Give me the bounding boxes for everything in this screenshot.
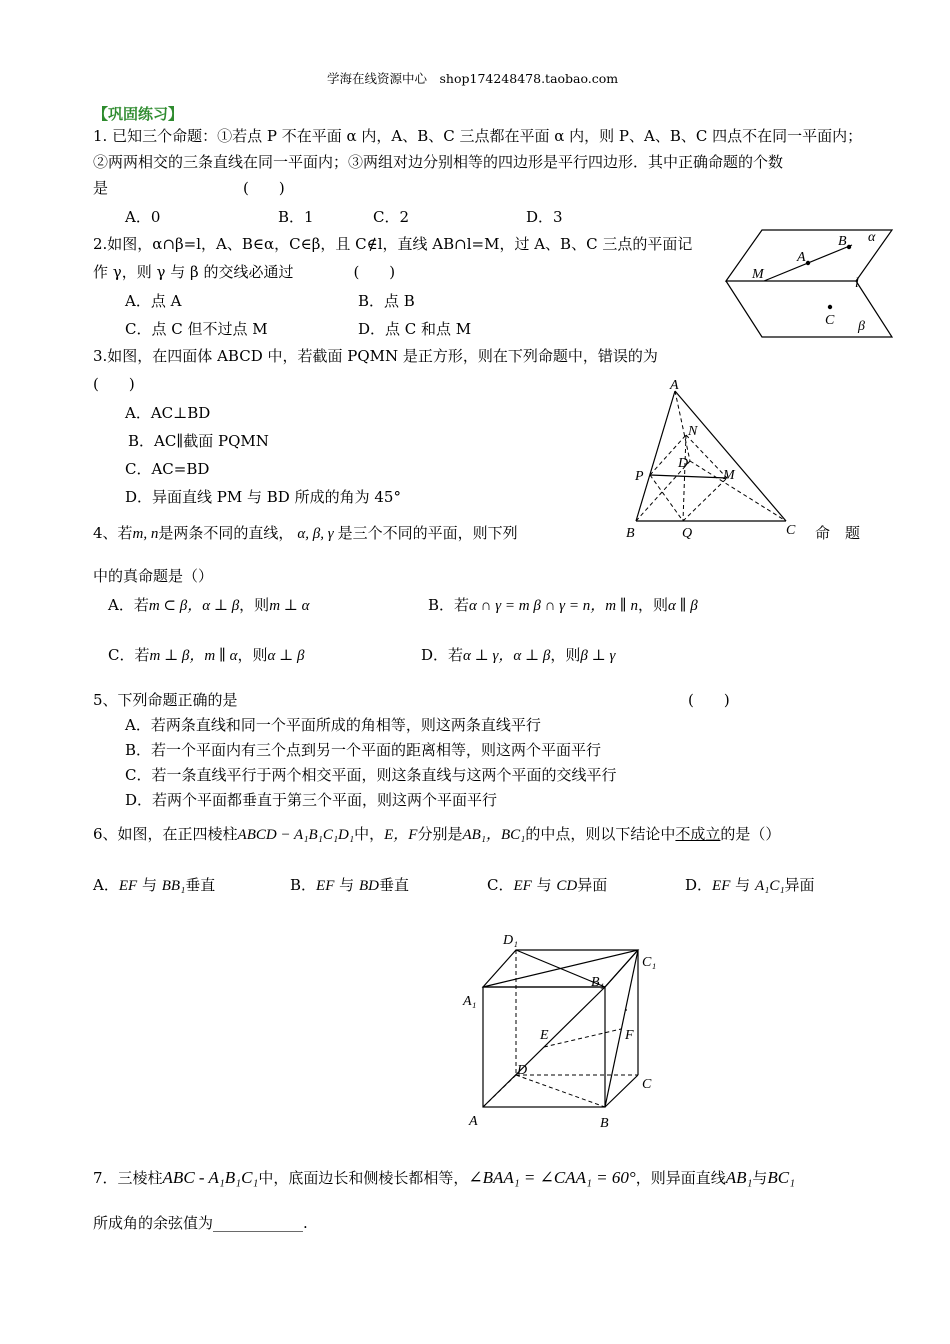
- q6-segments: AB₁，BC₁: [462, 827, 526, 843]
- q6-option-a-prefix: A．: [93, 876, 119, 894]
- q2-option-a: A．点 A: [125, 292, 182, 310]
- label-c: C: [825, 313, 835, 328]
- label-a: A: [670, 378, 679, 393]
- q4-intro: 4、若: [93, 524, 133, 542]
- q6-option-d-ef: EF: [712, 878, 731, 894]
- q6-option-c-target: CD: [556, 878, 578, 894]
- q6-points-ef: E，F: [384, 827, 418, 843]
- label-n: N: [688, 424, 698, 439]
- q6-option-c-ef: EF: [513, 878, 532, 894]
- q4-line1-end: 命 题: [815, 524, 861, 542]
- q7-line1: [93, 1167, 795, 1189]
- q2-option-b: B．点 B: [358, 292, 415, 310]
- q7-prism: ABC - A₁B₁C₁: [162, 1168, 259, 1187]
- q6-option-b-ef: EF: [316, 878, 335, 894]
- q4-option-c-then: ，则: [237, 646, 268, 664]
- section-title: 【巩固练习】: [93, 105, 184, 123]
- q3-line2: ( ): [93, 375, 135, 393]
- q6-option-a-target: BB₁: [161, 878, 186, 894]
- q6-emphasis: 不成立: [675, 825, 721, 843]
- q6-option-d-with: 与: [735, 876, 751, 894]
- q4-option-b-result: α ∥ β: [667, 598, 698, 614]
- q1-option-d: D．3: [526, 208, 563, 226]
- q6-prism: ABCD − A₁B₁C₁D₁: [237, 827, 355, 843]
- q3-option-d: D．异面直线 PM 与 BD 所成的角为 45°: [125, 488, 401, 506]
- q5-option-c: C．若一条直线平行于两个相交平面，则这条直线与这两个平面的交线平行: [125, 766, 617, 784]
- q5-option-d: D．若两个平面都垂直于第三个平面，则这两个平面平行: [125, 791, 498, 809]
- q3-tetrahedron-figure: [620, 375, 805, 543]
- label-d: D: [678, 456, 689, 471]
- q4-lines-mn: m, n: [132, 526, 159, 542]
- label-p: P: [635, 469, 644, 484]
- q4-lines-text: 是两条不同的直线，: [158, 524, 294, 542]
- q1-line3: 是 ( ): [93, 179, 285, 197]
- q6-option-b-target: BD: [358, 878, 379, 894]
- q1-line1: 1. 已知三个命题：①若点 P 不在平面 α 内，A、B、C 三点都在平面 α 内，则 P、A、B、C 四点不在同一平面内；: [93, 127, 863, 145]
- q5-option-b: B．若一个平面内有三个点到另一个平面的距离相等，则这两个平面平行: [125, 741, 602, 759]
- q6-option-d-prefix: D．: [685, 876, 713, 894]
- q3-option-c: C．AC=BD: [125, 460, 210, 478]
- q6-option-d-relation: 异面: [784, 876, 815, 894]
- q7-intro: 7．三棱柱: [93, 1169, 163, 1187]
- q4-option-d-prefix: D．若: [421, 646, 464, 664]
- q3-option-b: B．AC∥截面 PQMN: [128, 432, 269, 450]
- q4-line2: 中的真命题是（）: [93, 567, 214, 585]
- q2-option-c: C．点 C 但不过点 M: [125, 320, 268, 338]
- q7-lines-text: ，则异面直线: [635, 1169, 726, 1187]
- label-beta: β: [858, 319, 865, 334]
- q6-option-a: [93, 874, 215, 895]
- label-m: M: [752, 267, 764, 282]
- q6-option-c: [487, 874, 607, 895]
- q4-option-d-then: ，则: [550, 646, 581, 664]
- q6-intro: 6、如图，在正四棱柱: [93, 825, 238, 843]
- q6-option-b-with: 与: [339, 876, 355, 894]
- q4-option-a-expr: m ⊂ β，α ⊥ β: [148, 598, 240, 614]
- q2-line1: 2.如图，α∩β=l，A、B∈α，C∈β，且 C∉l，直线 AB∩l=M，过 A、B、C 三点的平面记: [93, 235, 693, 253]
- label-b: B: [600, 1116, 609, 1131]
- q4-option-c-prefix: C．若: [108, 646, 150, 664]
- q6-option-a-ef: EF: [118, 878, 138, 894]
- plane-beta: [726, 281, 892, 337]
- label-q: Q: [682, 526, 693, 541]
- point-c-dot: [828, 305, 832, 309]
- label-c: C: [642, 1077, 652, 1092]
- label-c: C: [786, 523, 796, 538]
- label-d1: D₁: [503, 933, 518, 948]
- q6-option-b-relation: 垂直: [378, 876, 409, 894]
- q6-mid3: 的中点，则以下结论中: [525, 825, 676, 843]
- q4-planes-text: 是三个不同的平面，则下列: [337, 524, 518, 542]
- q3-option-a: A．AC⊥BD: [125, 404, 211, 422]
- q7-with: 与: [752, 1169, 768, 1187]
- q4-option-c: [108, 644, 305, 665]
- label-f: F: [625, 1028, 634, 1043]
- q4-option-b-prefix: B．若: [428, 596, 470, 614]
- q5-line1: 5、下列命题正确的是: [93, 691, 238, 709]
- q7-condition: 中，底面边长和侧棱长都相等，: [258, 1169, 469, 1187]
- q6-option-b: [290, 874, 409, 895]
- q1-option-b: B．1: [278, 208, 314, 226]
- q6-option-c-relation: 异面: [577, 876, 608, 894]
- q4-option-b-then: ，则: [637, 596, 668, 614]
- label-d: D: [517, 1063, 528, 1078]
- q3-line1: 3.如图，在四面体 ABCD 中，若截面 PQMN 是正方形，则在下列命题中，错误的为: [93, 347, 658, 365]
- q6-prism-figure: [455, 925, 675, 1135]
- page-header: 学海在线资源中心 shop174248478.taobao.com: [327, 71, 619, 86]
- q6-option-a-relation: 垂直: [185, 876, 216, 894]
- label-m: M: [723, 468, 735, 483]
- q4-option-d-expr: α ⊥ γ，α ⊥ β: [463, 648, 551, 664]
- q1-option-a: A．0: [125, 208, 161, 226]
- label-l: l: [855, 276, 859, 291]
- q4-option-b: [428, 594, 698, 615]
- q6-option-d-target: A₁C₁: [754, 878, 785, 894]
- q4-option-a-then: ，则: [239, 596, 270, 614]
- label-e: E: [540, 1028, 549, 1043]
- q4-option-d-result: β ⊥ γ: [580, 648, 616, 664]
- q6-option-b-prefix: B．: [290, 876, 317, 894]
- q4-option-d: [421, 644, 615, 665]
- label-b: B: [838, 234, 847, 249]
- label-alpha: α: [868, 230, 876, 245]
- label-b: B: [626, 526, 635, 541]
- q7-angle: ∠BAA₁ = ∠CAA₁ = 60°: [468, 1168, 636, 1187]
- q6-option-c-with: 与: [536, 876, 552, 894]
- q6-mid1: 中，: [354, 825, 385, 843]
- q1-line2: ②两两相交的三条直线在同一平面内；③两组对边分别相等的四边形是平行四边形．其中正确命题的个数: [93, 153, 784, 171]
- q4-option-b-expr: α ∩ γ = m β ∩ γ = n，m ∥ n: [469, 598, 638, 614]
- q1-option-c: C．2: [373, 208, 410, 226]
- q2-planes-figure: [722, 225, 900, 343]
- label-a1: A₁: [463, 994, 477, 1009]
- q4-planes: α, β, γ: [297, 526, 334, 542]
- q4-option-a-result: m ⊥ α: [269, 598, 310, 614]
- q7-ab1: AB₁: [725, 1168, 753, 1187]
- q7-bc1: BC₁: [767, 1168, 796, 1187]
- label-c1: C₁: [642, 955, 657, 970]
- q6-option-c-prefix: C．: [487, 876, 514, 894]
- q7-line2: 所成角的余弦值为____________.: [93, 1214, 308, 1232]
- q4-line1: [93, 522, 518, 545]
- q6-end: 的是（）: [720, 825, 781, 843]
- point-a-dot: [806, 261, 810, 265]
- q4-option-a: [108, 594, 310, 615]
- point-b-dot: [847, 245, 851, 249]
- q4-option-c-expr: m ⊥ β，m ∥ α: [149, 648, 238, 664]
- q6-option-a-with: 与: [141, 876, 157, 894]
- q4-option-c-result: α ⊥ β: [267, 648, 305, 664]
- q6-mid2: 分别是: [417, 825, 463, 843]
- label-a: A: [469, 1114, 478, 1129]
- q6-option-d: [685, 874, 815, 895]
- label-a: A: [797, 250, 806, 265]
- q5-option-a: A．若两条直线和同一个平面所成的角相等，则这两条直线平行: [125, 716, 541, 734]
- q5-paren: ( ): [688, 691, 730, 709]
- label-b1: B₁: [591, 975, 605, 990]
- q2-option-d: D．点 C 和点 M: [358, 320, 472, 338]
- q4-option-a-prefix: A．若: [108, 596, 149, 614]
- q6-line1: [93, 823, 780, 846]
- q2-line2: 作 γ，则 γ 与 β 的交线必通过 ( ): [93, 263, 396, 281]
